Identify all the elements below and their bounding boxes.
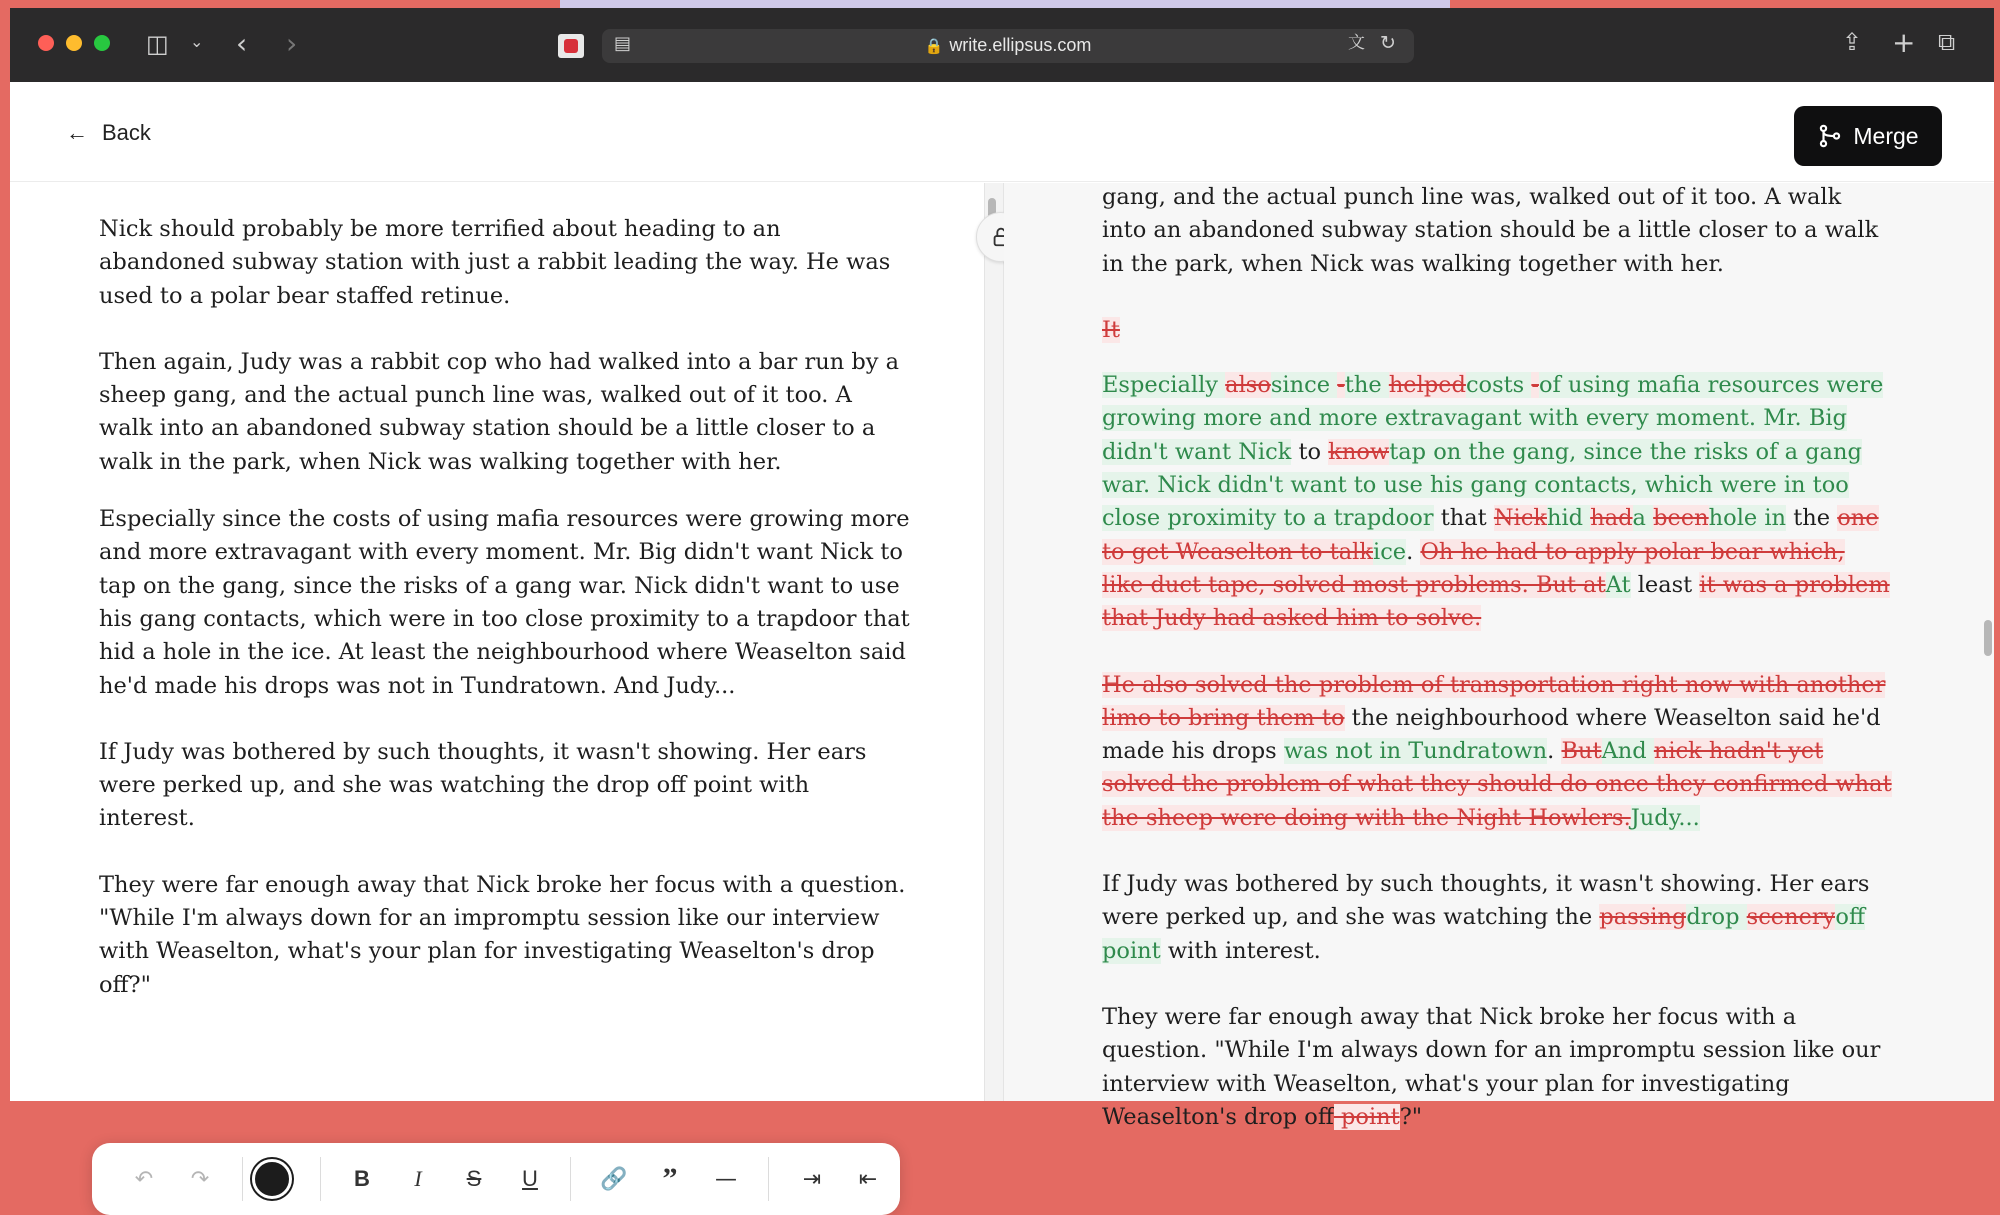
unchanged-text: least bbox=[1630, 571, 1700, 598]
insertion: At bbox=[1605, 571, 1631, 598]
close-window-button[interactable] bbox=[38, 35, 54, 51]
changes-document-pane[interactable] bbox=[1004, 183, 1994, 1130]
redo-icon[interactable]: ↷ bbox=[190, 1166, 210, 1192]
horizontal-rule-icon[interactable]: — bbox=[715, 1166, 737, 1192]
insertion: of using mafia resources were growing more and more extravagant with every moment. Mr. Big didn't want Nick bbox=[1102, 372, 1884, 465]
lock-icon: 🔒 bbox=[924, 38, 944, 55]
insertion: drop bbox=[1686, 904, 1747, 931]
deletion: But bbox=[1561, 738, 1602, 765]
back-label: Back bbox=[102, 120, 151, 145]
app-header bbox=[10, 82, 1994, 182]
paragraph[interactable]: If Judy was bothered by such thoughts, it wasn't showing. Her ears were perked up, and she was watching the drop off point with interest. bbox=[99, 738, 867, 832]
deletion: - bbox=[1337, 372, 1345, 399]
unchanged-text: the neighbourhood where Weaselton said he'd made his drops bbox=[1102, 704, 1881, 765]
formatting-toolbar bbox=[92, 1143, 900, 1215]
insertion: Judy... bbox=[1630, 804, 1700, 831]
paragraph[interactable] bbox=[1102, 314, 1892, 347]
paragraph[interactable]: Nick should probably be more terrified about heading to an abandoned subway station with just a rabbit leading the way. He was used to a polar bear staffed retinue. bbox=[99, 216, 891, 309]
insertion: since bbox=[1270, 372, 1338, 399]
paragraph[interactable] bbox=[1102, 369, 1892, 635]
blockquote-icon[interactable]: ” bbox=[662, 1162, 678, 1195]
toolbar-divider bbox=[570, 1157, 571, 1201]
paragraph[interactable] bbox=[1102, 868, 1892, 968]
deletion: point bbox=[1333, 1103, 1400, 1130]
right-scrollbar[interactable] bbox=[1984, 620, 1992, 656]
bold-icon[interactable]: B bbox=[354, 1166, 370, 1191]
merge-button[interactable] bbox=[1794, 106, 1942, 166]
url-text: write.ellipsus.com bbox=[949, 35, 1092, 55]
italic-icon[interactable]: I bbox=[414, 1166, 422, 1191]
merge-label: Merge bbox=[1853, 122, 1919, 149]
forward-arrow-icon[interactable]: › bbox=[286, 27, 298, 60]
link-icon[interactable]: 🔗 bbox=[600, 1166, 628, 1192]
deletion: It bbox=[1102, 316, 1120, 343]
paragraph[interactable]: Especially since the costs of using mafia resources were growing more and more extravagant with every moment. Mr. Big didn't want Nick to tap on the gang, since the risks of a gang war. Nick didn't want to use his gang contacts, which were in too close proximity to a trapdoor that hid a hole in the ice. At least the neighbourhood where Weaselton said he'd made his drops was not in Tundratown. And Judy... bbox=[99, 506, 910, 699]
unchanged-text: . bbox=[1406, 538, 1414, 565]
insertion: hid bbox=[1546, 505, 1591, 532]
paragraph[interactable]: gang, and the actual punch line was, walked out of it too. A walk into an abandoned subway station should be a little closer to a walk in the park, when Nick was walking together with her. bbox=[1102, 184, 1879, 277]
address-bar[interactable] bbox=[602, 29, 1414, 63]
deletion: it was a problem that Judy had asked him to solve. bbox=[1102, 571, 1890, 632]
insertion: Especially bbox=[1102, 372, 1226, 399]
insertion: ice bbox=[1373, 538, 1407, 565]
git-merge-icon bbox=[1817, 123, 1843, 149]
paragraph[interactable]: Then again, Judy was a rabbit cop who had walked into a bar run by a sheep gang, and the actual punch line was, walked out of it too. A walk into an abandoned subway station should be a little closer to a walk in the park, when Nick was walking together with her. bbox=[99, 348, 900, 475]
deletion: had bbox=[1590, 505, 1633, 532]
tab-overview-icon[interactable]: ⧉ bbox=[1938, 28, 1956, 56]
insertion: And bbox=[1601, 738, 1654, 765]
toolbar-divider bbox=[320, 1157, 321, 1201]
unchanged-text: to bbox=[1291, 438, 1329, 465]
undo-icon[interactable]: ↶ bbox=[134, 1166, 154, 1192]
insertion: hole in bbox=[1708, 505, 1787, 532]
insertion: costs bbox=[1465, 372, 1532, 399]
chevron-down-icon[interactable]: ⌄ bbox=[190, 32, 204, 51]
unchanged-text: . bbox=[1547, 738, 1562, 765]
original-document-pane[interactable] bbox=[10, 183, 984, 1195]
zoom-window-button[interactable] bbox=[94, 35, 110, 51]
unchanged-text: If Judy was bothered by such thoughts, it wasn't showing. Her ears were perked up, and she was watching the bbox=[1102, 871, 1870, 931]
browser-window bbox=[10, 8, 1994, 1195]
deletion: helped bbox=[1388, 372, 1466, 399]
toolbar-divider bbox=[242, 1157, 243, 1201]
minimize-window-button[interactable] bbox=[66, 35, 82, 51]
deletion: one to get Weaselton to talk bbox=[1102, 505, 1879, 565]
paragraph[interactable] bbox=[1102, 1001, 1892, 1134]
outdent-icon[interactable]: ⇤ bbox=[858, 1166, 878, 1192]
unchanged-text: They were far enough away that Nick broke her focus with a question. "While I'm always down for an impromptu session like our interview with Weaselton, what's your plan for investigating Weaselton's drop off bbox=[1102, 1003, 1881, 1130]
indent-icon[interactable]: ⇥ bbox=[802, 1166, 822, 1192]
changes-document[interactable] bbox=[1102, 181, 1892, 1134]
unchanged-text: the bbox=[1786, 505, 1838, 532]
deletion: Oh he had to apply polar bear which, like duct tape, solved most problems. But at bbox=[1102, 538, 1845, 598]
insertion: off point bbox=[1102, 904, 1865, 964]
unchanged-text: that bbox=[1433, 505, 1494, 532]
unchanged-text: with interest. bbox=[1160, 937, 1321, 964]
translate-icon[interactable]: 文 bbox=[1348, 33, 1365, 53]
deletion: - bbox=[1531, 372, 1539, 399]
paragraph[interactable] bbox=[1102, 669, 1892, 835]
reload-icon[interactable]: ↻ bbox=[1380, 32, 1396, 54]
underline-icon[interactable]: U bbox=[522, 1166, 538, 1191]
insertion: was not in Tundratown bbox=[1283, 738, 1548, 765]
toolbar-divider bbox=[768, 1157, 769, 1201]
deletion: Nick bbox=[1493, 505, 1547, 532]
strikethrough-icon[interactable]: S bbox=[466, 1166, 482, 1191]
new-tab-icon[interactable]: + bbox=[1892, 26, 1916, 59]
back-button[interactable] bbox=[66, 120, 151, 146]
back-arrow-icon[interactable]: ‹ bbox=[236, 27, 248, 60]
arrow-left-icon: ← bbox=[66, 120, 88, 145]
deletion: been bbox=[1653, 505, 1709, 532]
original-document[interactable] bbox=[99, 213, 911, 1171]
deletion: know bbox=[1328, 438, 1390, 465]
text-color-picker[interactable] bbox=[252, 1159, 292, 1199]
share-icon[interactable]: ⇪ bbox=[1842, 28, 1863, 56]
deletion: also bbox=[1225, 372, 1271, 399]
deletion: He also solved the problem of transportation right now with another limo to bring them to bbox=[1102, 671, 1886, 731]
insertion: tap on the gang, since the risks of a gang war. Nick didn't want to use his gang contacts, which were in too close proximity to a trapdoor bbox=[1102, 438, 1862, 532]
browser-titlebar bbox=[10, 8, 1994, 82]
pocket-extension-icon[interactable] bbox=[558, 34, 584, 58]
deletion: passing bbox=[1599, 904, 1687, 931]
insertion: a bbox=[1632, 505, 1654, 532]
paragraph[interactable]: They were far enough away that Nick broke her focus with a question. "While I'm always down for an impromptu session like our interview with Weaselton, what's your plan for investigating Weaselton's drop off?" bbox=[99, 871, 906, 998]
reader-mode-icon[interactable]: ▤ bbox=[614, 33, 632, 54]
insertion: the bbox=[1344, 372, 1389, 399]
pane-divider[interactable] bbox=[984, 183, 1004, 1101]
unchanged-text: ?" bbox=[1399, 1103, 1423, 1130]
sidebar-toggle-icon[interactable]: ◫ bbox=[146, 30, 169, 58]
deletion: nick hadn't yet solved the problem of what they should do once they confirmed what the sheep were doing with the Night Howlers. bbox=[1102, 738, 1892, 831]
deletion: scenery bbox=[1746, 904, 1836, 931]
